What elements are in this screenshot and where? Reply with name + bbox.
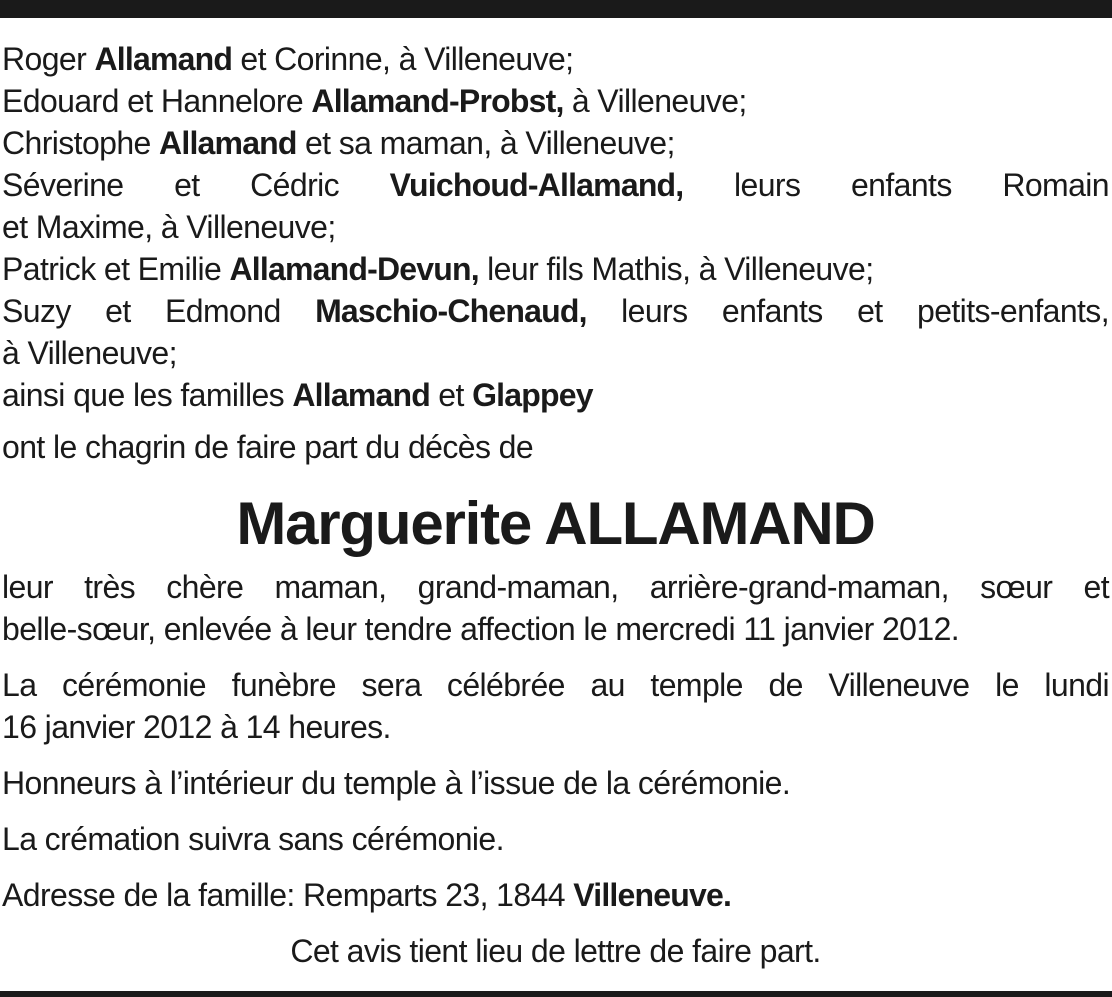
family-line — [2, 248, 1109, 290]
announcement-text: ont le chagrin de faire part du décès de — [2, 429, 534, 465]
family-line-text: Christophe — [2, 125, 160, 161]
family-line-text: leurs enfants et petits-enfants, — [586, 293, 1109, 329]
ceremony-text: La cérémonie funèbre sera célébrée au temple de Villeneuve le lundi — [2, 667, 1109, 703]
family-line-text: et sa maman, à Villeneuve; — [296, 125, 675, 161]
ceremony-text: 16 janvier 2012 à 14 heures. — [2, 709, 391, 745]
family-surname: Glappey — [472, 377, 593, 413]
address-city: Villeneuve. — [573, 877, 732, 913]
family-line-text: à Villeneuve; — [563, 83, 747, 119]
footer-note: Cet avis tient lieu de lettre de faire part. — [290, 933, 821, 969]
family-line-text: leur fils Mathis, à Villeneuve; — [478, 251, 874, 287]
families-text: et — [429, 377, 473, 413]
family-line-continuation: à Villeneuve; — [2, 335, 177, 371]
family-line-text: et Corinne, à Villeneuve; — [232, 41, 574, 77]
family-line — [2, 80, 1109, 122]
family-line-text: leurs enfants Romain — [683, 167, 1109, 203]
family-line-text: Suzy et Edmond — [2, 293, 316, 329]
family-surname: Maschio-Chenaud, — [315, 293, 587, 329]
top-rule — [0, 0, 1112, 18]
family-surname: Allamand — [159, 125, 297, 161]
family-line-text: Séverine et Cédric — [2, 167, 390, 203]
family-surname: Allamand — [292, 377, 430, 413]
obituary-notice — [2, 38, 1109, 972]
family-address — [2, 874, 1109, 916]
family-surname: Vuichoud-Allamand, — [389, 167, 684, 203]
deceased-name: Marguerite ALLAMAND — [236, 490, 875, 557]
family-line-continuation: et Maxime, à Villeneuve; — [2, 209, 336, 245]
cremation-text: La crémation suivra sans cérémonie. — [2, 821, 504, 857]
family-line — [2, 290, 1109, 332]
honneurs-text: Honneurs à l’intérieur du temple à l’issue de la cérémonie. — [2, 765, 791, 801]
family-line-text: Roger — [2, 41, 95, 77]
address-text: Adresse de la famille: Remparts 23, 1844 — [2, 877, 574, 913]
family-line — [2, 164, 1109, 206]
family-surname: Allamand-Devun, — [229, 251, 479, 287]
family-line-text: Patrick et Emilie — [2, 251, 230, 287]
family-line — [2, 122, 1109, 164]
families-text: ainsi que les familles — [2, 377, 293, 413]
bottom-rule — [0, 991, 1112, 997]
family-line — [2, 38, 1109, 80]
family-line-text: Edouard et Hannelore — [2, 83, 312, 119]
relation-text: leur très chère maman, grand-maman, arrière-grand-maman, sœur et — [2, 569, 1109, 605]
family-surname: Allamand-Probst, — [311, 83, 564, 119]
families-line — [2, 374, 1109, 416]
family-surname: Allamand — [94, 41, 233, 77]
relation-text: belle-sœur, enlevée à leur tendre affection le mercredi 11 janvier 2012. — [2, 611, 960, 647]
